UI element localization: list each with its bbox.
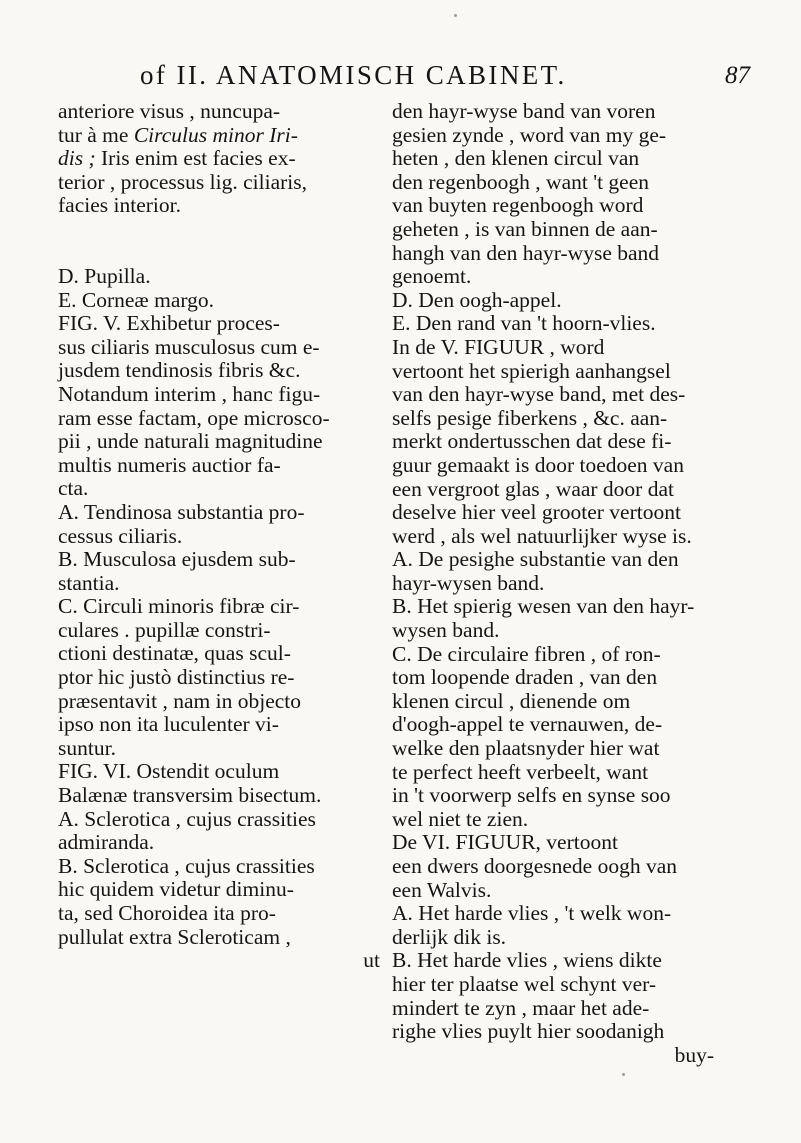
- catchword: ut: [363, 948, 380, 973]
- text-line: mindert te zyn , maar het ade-: [392, 995, 650, 1020]
- italic-term: Circulus minor Iri-: [133, 122, 298, 147]
- text-line: ram esse factam, ope microsco-: [58, 405, 330, 430]
- paper-speck: [622, 1073, 625, 1076]
- text-line: genoemt.: [392, 264, 472, 289]
- text-line: A. Tendinosa substantia pro-: [58, 499, 305, 524]
- text-line: facies interior.: [58, 193, 181, 218]
- text-line: deselve hier veel grooter vertoont: [392, 500, 681, 525]
- text-line: terior , processus lig. ciliaris,: [58, 169, 307, 194]
- text-line: D. Pupilla.: [58, 263, 151, 288]
- text-line: ptor hic justò distinctius re-: [58, 665, 295, 690]
- text-line: A. Sclerotica , cujus crassities: [58, 806, 316, 831]
- text-line: Notandum interim , hanc figu-: [58, 381, 321, 406]
- text-line: een dwers doorgesnede oogh van: [392, 854, 677, 878]
- text-line: FIG. V. Exhibetur proces-: [58, 311, 280, 336]
- text-line: D. Den oogh-appel.: [392, 287, 562, 312]
- text-line: C. Circuli minoris fibræ cir-: [58, 594, 300, 619]
- text-line: jusdem tendinosis fibris &c.: [58, 358, 301, 383]
- text-line: B. Het harde vlies , wiens dikte: [392, 948, 662, 973]
- text-line: Balænæ transversim bisectum.: [58, 783, 322, 808]
- text-line: heten , den klenen circul van: [392, 146, 640, 171]
- text-line: cessus ciliaris.: [58, 523, 183, 548]
- text-line: hier ter plaatse wel schynt ver-: [392, 971, 657, 996]
- text-line: merkt ondertusschen dat dese fi-: [392, 429, 672, 454]
- text-line: een Walvis.: [392, 877, 492, 902]
- text-line: FIG. VI. Ostendit oculum: [58, 759, 280, 784]
- text-line: A. Het harde vlies , 't welk won-: [392, 901, 672, 926]
- dutch-column: [392, 100, 714, 1067]
- text-line: [58, 147, 380, 171]
- paper-speck: [454, 14, 457, 17]
- text-line: van buyten regenboogh word: [392, 193, 644, 218]
- text-line: een vergroot glas , waar door dat: [392, 476, 674, 501]
- text-line: In de V. FIGUUR , word: [392, 334, 605, 359]
- text-line: ctioni destinatæ, quas scul-: [58, 641, 291, 666]
- text-line: B. Sclerotica , cujus crassities: [58, 853, 315, 878]
- text-line: wysen band.: [392, 618, 500, 643]
- text-line: B. Het spierig wesen van den hayr-: [392, 594, 695, 619]
- text-line: guur gemaakt is door toedoen van: [392, 452, 684, 477]
- text-line: vertoont het spierigh aanhangsel: [392, 358, 671, 383]
- blank-space: [58, 218, 380, 265]
- text-line: in 't voorwerp selfs en synse soo: [392, 783, 671, 808]
- text-line: gesien zynde , word van my ge-: [392, 122, 667, 147]
- text-line: A. De pesighe substantie van den: [392, 547, 679, 572]
- page-number: 87: [725, 62, 750, 89]
- catchword: buy-: [674, 1042, 714, 1067]
- line-fragment: Iris enim est facies ex-: [95, 146, 296, 171]
- text-line: wel niet te zien.: [392, 806, 529, 831]
- text-line: cta.: [58, 476, 89, 501]
- text-line: tom loopende draden , van den: [392, 665, 658, 690]
- text-line: pullulat extra Scleroticam ,: [58, 924, 291, 949]
- text-line: welke den plaatsnyder hier wat: [392, 736, 660, 761]
- text-line: B. Musculosa ejusdem sub-: [58, 547, 296, 572]
- text-line: præsentavit , nam in objecto: [58, 688, 302, 713]
- text-line: hangh van den hayr-wyse band: [392, 240, 660, 265]
- text-line: van den hayr-wyse band, met des-: [392, 382, 686, 407]
- text-line: te perfect heeft verbeelt, want: [392, 759, 649, 784]
- running-header: [140, 60, 750, 96]
- text-line: den regenboogh , want 't geen: [392, 169, 650, 194]
- running-title: of II. ANATOMISCH CABINET.: [140, 60, 567, 90]
- text-line: d'oogh-appel te vernauwen, de-: [392, 712, 663, 737]
- text-line: klenen circul , dienende om: [392, 688, 631, 713]
- text-line: ipso non ita luculenter vi-: [58, 712, 279, 737]
- text-line: righe vlies puylt hier soodanigh: [392, 1019, 665, 1044]
- italic-term: dis ;: [58, 146, 96, 171]
- line-fragment: tur à me: [58, 122, 134, 147]
- text-line: geheten , is van binnen de aan-: [392, 216, 658, 241]
- text-line: C. De circulaire fibren , of ron-: [392, 641, 661, 666]
- text-line: E. Corneæ margo.: [58, 287, 215, 312]
- text-line: multis numeris auctior fa-: [58, 452, 281, 477]
- text-line: suntur.: [58, 735, 116, 760]
- text-line: pii , unde naturali magnitudine: [58, 429, 323, 454]
- text-line: stantia.: [58, 570, 120, 595]
- text-line: admiranda.: [58, 830, 155, 855]
- text-line: hayr-wysen band.: [392, 570, 545, 595]
- text-line: sus ciliaris musculosus cum e-: [58, 334, 320, 359]
- text-line: De VI. FIGUUR, vertoont: [392, 830, 618, 855]
- text-line: ta, sed Choroidea ita pro-: [58, 901, 276, 925]
- text-line: den hayr-wyse band van voren: [392, 99, 656, 123]
- text-line: hic quidem videtur diminu-: [58, 877, 294, 902]
- text-line: anteriore visus , nuncupa-: [58, 99, 281, 123]
- text-line: culares . pupillæ constri-: [58, 617, 271, 642]
- text-line: E. Den rand van 't hoorn-vlies.: [392, 311, 656, 336]
- text-line: [58, 124, 380, 148]
- text-line: werd , als wel natuurlijker wyse is.: [392, 523, 692, 548]
- text-line: selfs pesige fiberkens , &c. aan-: [392, 405, 668, 430]
- text-line: derlijk dik is.: [392, 924, 507, 949]
- latin-column: [58, 100, 380, 973]
